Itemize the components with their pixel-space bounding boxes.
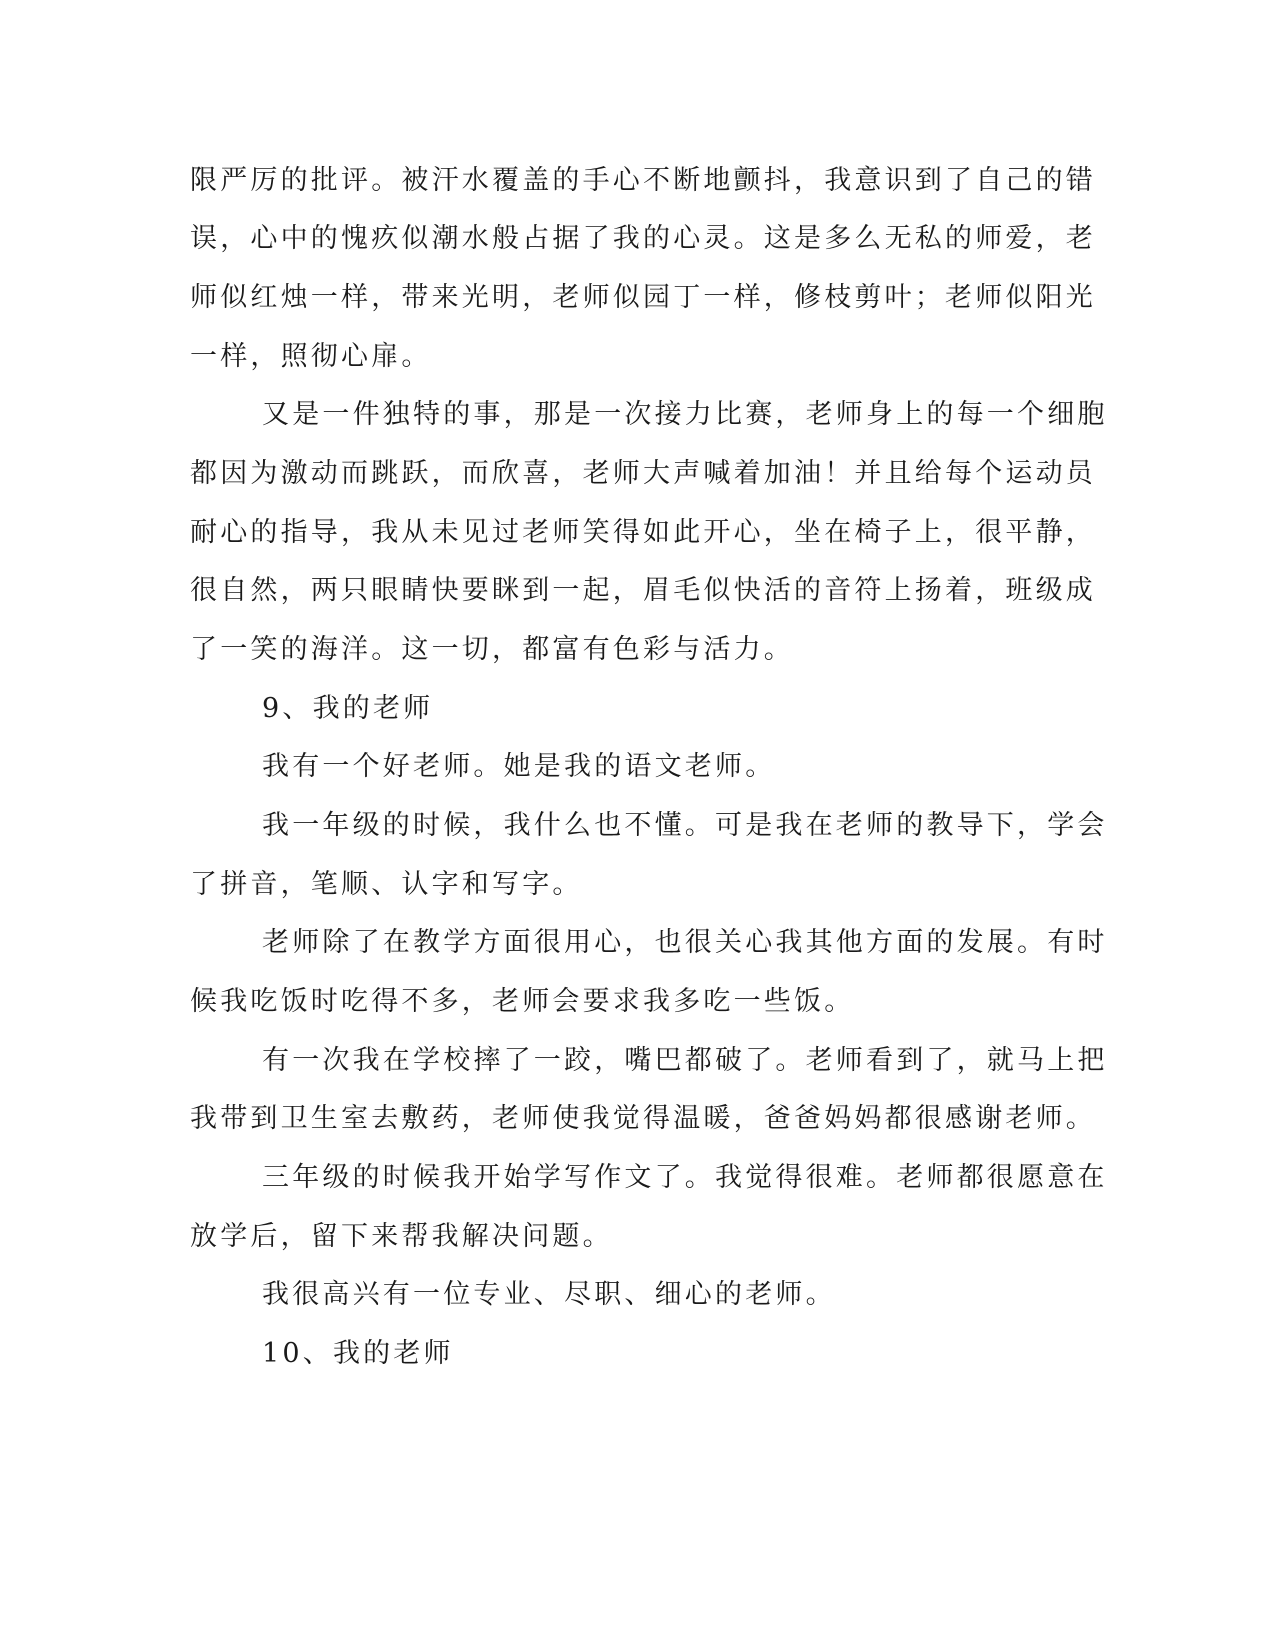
- section-heading: 9、我的老师: [262, 693, 434, 724]
- text-line: 老师除了在教学方面很用心，也很关心我其他方面的发展。有时: [262, 927, 1108, 958]
- text-line: 师似红烛一样，带来光明，老师似园丁一样，修枝剪叶；老师似阳光: [190, 282, 1096, 313]
- text-line: 三年级的时候我开始学写作文了。我觉得很难。老师都很愿意在: [262, 1162, 1108, 1193]
- text-line: 放学后，留下来帮我解决问题。: [190, 1221, 613, 1252]
- text-line: 限严厉的批评。被汗水覆盖的手心不断地颤抖，我意识到了自己的错: [190, 165, 1096, 196]
- text-line: 我一年级的时候，我什么也不懂。可是我在老师的教导下，学会: [262, 810, 1108, 841]
- text-line: 了一笑的海洋。这一切，都富有色彩与活力。: [190, 634, 794, 665]
- text-line: 了拼音，笔顺、认字和写字。: [190, 869, 583, 900]
- text-line: 我有一个好老师。她是我的语文老师。: [262, 751, 776, 782]
- text-line: 耐心的指导，我从未见过老师笑得如此开心，坐在椅子上，很平静，: [190, 517, 1096, 548]
- text-line: 一样，照彻心扉。: [190, 341, 432, 372]
- text-line: 误，心中的愧疚似潮水般占据了我的心灵。这是多么无私的师爱，老: [190, 223, 1096, 254]
- section-heading: 10、我的老师: [262, 1338, 454, 1369]
- text-line: 很自然，两只眼睛快要眯到一起，眉毛似快活的音符上扬着，班级成: [190, 575, 1096, 606]
- text-line: 候我吃饭时吃得不多，老师会要求我多吃一些饭。: [190, 986, 855, 1017]
- text-line: 有一次我在学校摔了一跤，嘴巴都破了。老师看到了，就马上把: [262, 1045, 1108, 1076]
- text-line: 我带到卫生室去敷药，老师使我觉得温暖，爸爸妈妈都很感谢老师。: [190, 1103, 1096, 1134]
- text-line: 又是一件独特的事，那是一次接力比赛，老师身上的每一个细胞: [262, 399, 1108, 430]
- text-line: 我很高兴有一位专业、尽职、细心的老师。: [262, 1279, 836, 1310]
- text-line: 都因为激动而跳跃，而欣喜，老师大声喊着加油！并且给每个运动员: [190, 458, 1096, 489]
